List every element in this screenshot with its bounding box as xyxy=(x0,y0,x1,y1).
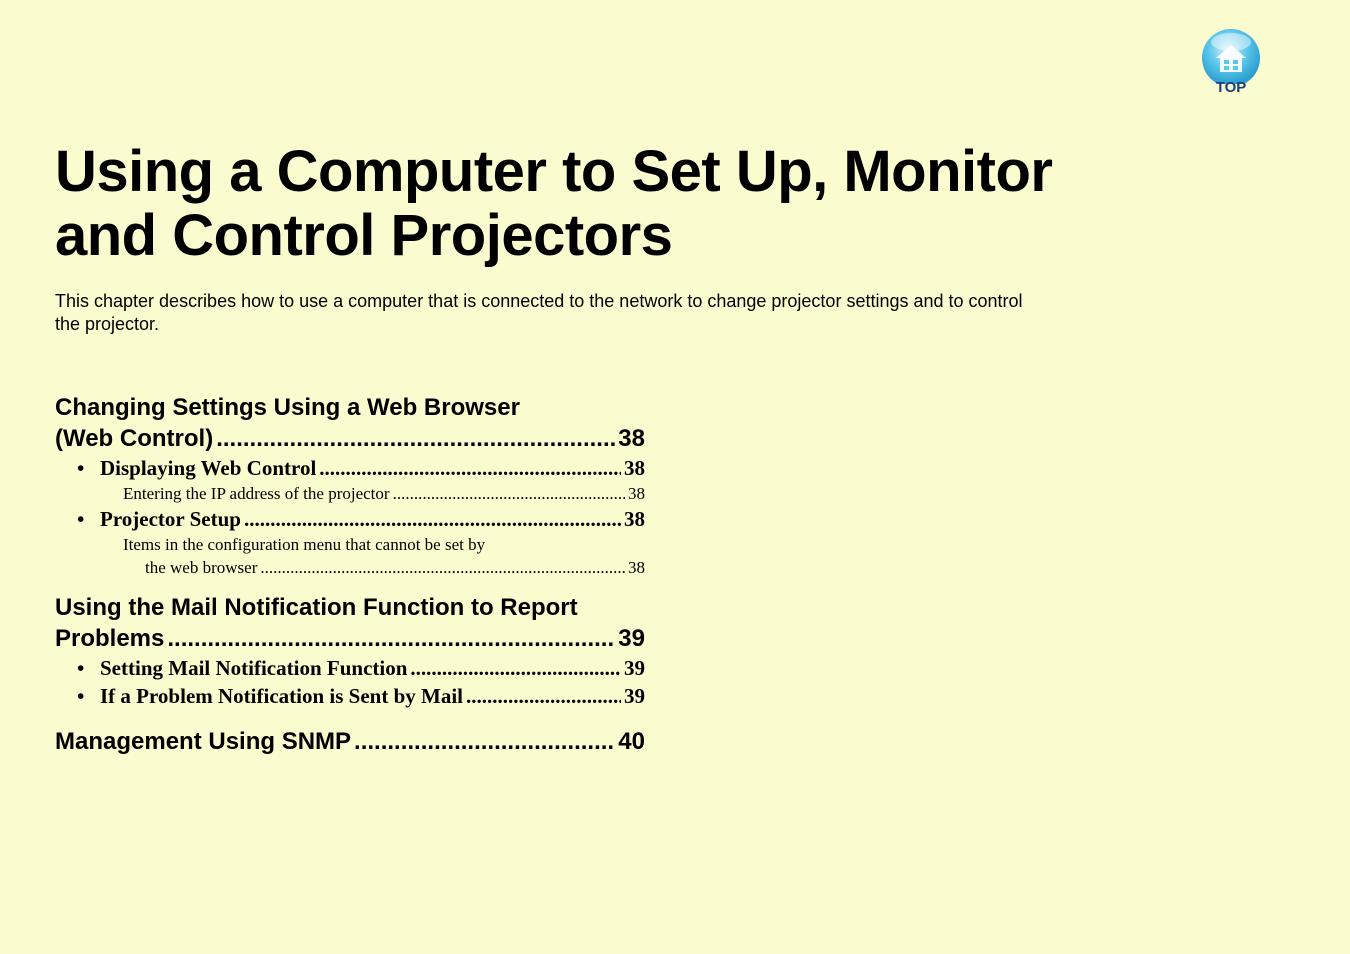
home-icon xyxy=(1200,28,1264,84)
page-title-line-1: Using a Computer to Set Up, Monitor xyxy=(55,139,1053,204)
page-title xyxy=(55,140,1155,268)
toc-item-label: Displaying Web Control xyxy=(100,456,317,480)
chapter-intro: This chapter describes how to use a computer that is connected to the network to change projector settings and to control the projector. xyxy=(55,291,1023,334)
toc-page-number: 38 xyxy=(628,558,645,577)
toc-item-projector-setup[interactable] xyxy=(55,505,645,533)
bullet-icon: • xyxy=(77,507,85,531)
toc-item-label: Setting Mail Notification Function xyxy=(100,656,408,680)
toc-page-number: 38 xyxy=(618,425,645,452)
toc-item-setting-mail-notification[interactable] xyxy=(55,654,645,682)
bullet-icon: • xyxy=(77,456,85,480)
toc-section-title: Using the Mail Notification Function to Report xyxy=(55,594,578,621)
toc-page-number: 40 xyxy=(618,728,645,755)
toc-leader xyxy=(244,505,621,533)
toc-section-title: Changing Settings Using a Web Browser xyxy=(55,394,520,421)
toc-page-number: 38 xyxy=(628,484,645,503)
toc-item-displaying-web-control[interactable] xyxy=(55,454,645,482)
toc-page-number: 39 xyxy=(624,684,645,708)
top-button[interactable] xyxy=(1200,28,1264,98)
toc-page-number: 39 xyxy=(618,625,645,652)
toc-subitem-label-cont: the web browser xyxy=(145,558,258,577)
toc-page-number: 38 xyxy=(624,456,645,480)
toc-leader xyxy=(466,682,621,710)
page-title-line-2: and Control Projectors xyxy=(55,203,673,268)
toc-section-title-cont: Problems xyxy=(55,625,165,652)
toc-subitem-label: Items in the configuration menu that cannot be set by xyxy=(123,535,486,554)
toc-leader xyxy=(319,454,621,482)
toc-section-web-control[interactable] xyxy=(55,392,645,454)
toc-item-label: Projector Setup xyxy=(100,507,241,531)
top-label: TOP xyxy=(1215,79,1247,96)
toc-section-title-cont: (Web Control) xyxy=(55,425,214,452)
toc-section-mail-notification[interactable] xyxy=(55,592,645,654)
toc-page-number: 38 xyxy=(624,507,645,531)
toc-page-number: 39 xyxy=(624,656,645,680)
toc-leader xyxy=(354,726,615,757)
bullet-icon: • xyxy=(77,656,85,680)
toc-leader xyxy=(216,423,615,454)
toc-leader xyxy=(393,482,625,505)
toc-item-problem-notification[interactable] xyxy=(55,682,645,710)
bullet-icon: • xyxy=(77,684,85,708)
toc-leader xyxy=(410,654,621,682)
toc-subitem-entering-ip[interactable] xyxy=(55,482,645,505)
toc-leader xyxy=(167,623,615,654)
toc-section-title: Management Using SNMP xyxy=(55,728,352,755)
toc-subitem-config-menu[interactable] xyxy=(55,533,645,579)
table-of-contents xyxy=(55,392,645,757)
toc-section-snmp[interactable] xyxy=(55,726,645,757)
toc-subitem-label: Entering the IP address of the projector xyxy=(123,484,390,503)
toc-item-label: If a Problem Notification is Sent by Mail xyxy=(100,684,464,708)
toc-leader xyxy=(260,556,625,579)
